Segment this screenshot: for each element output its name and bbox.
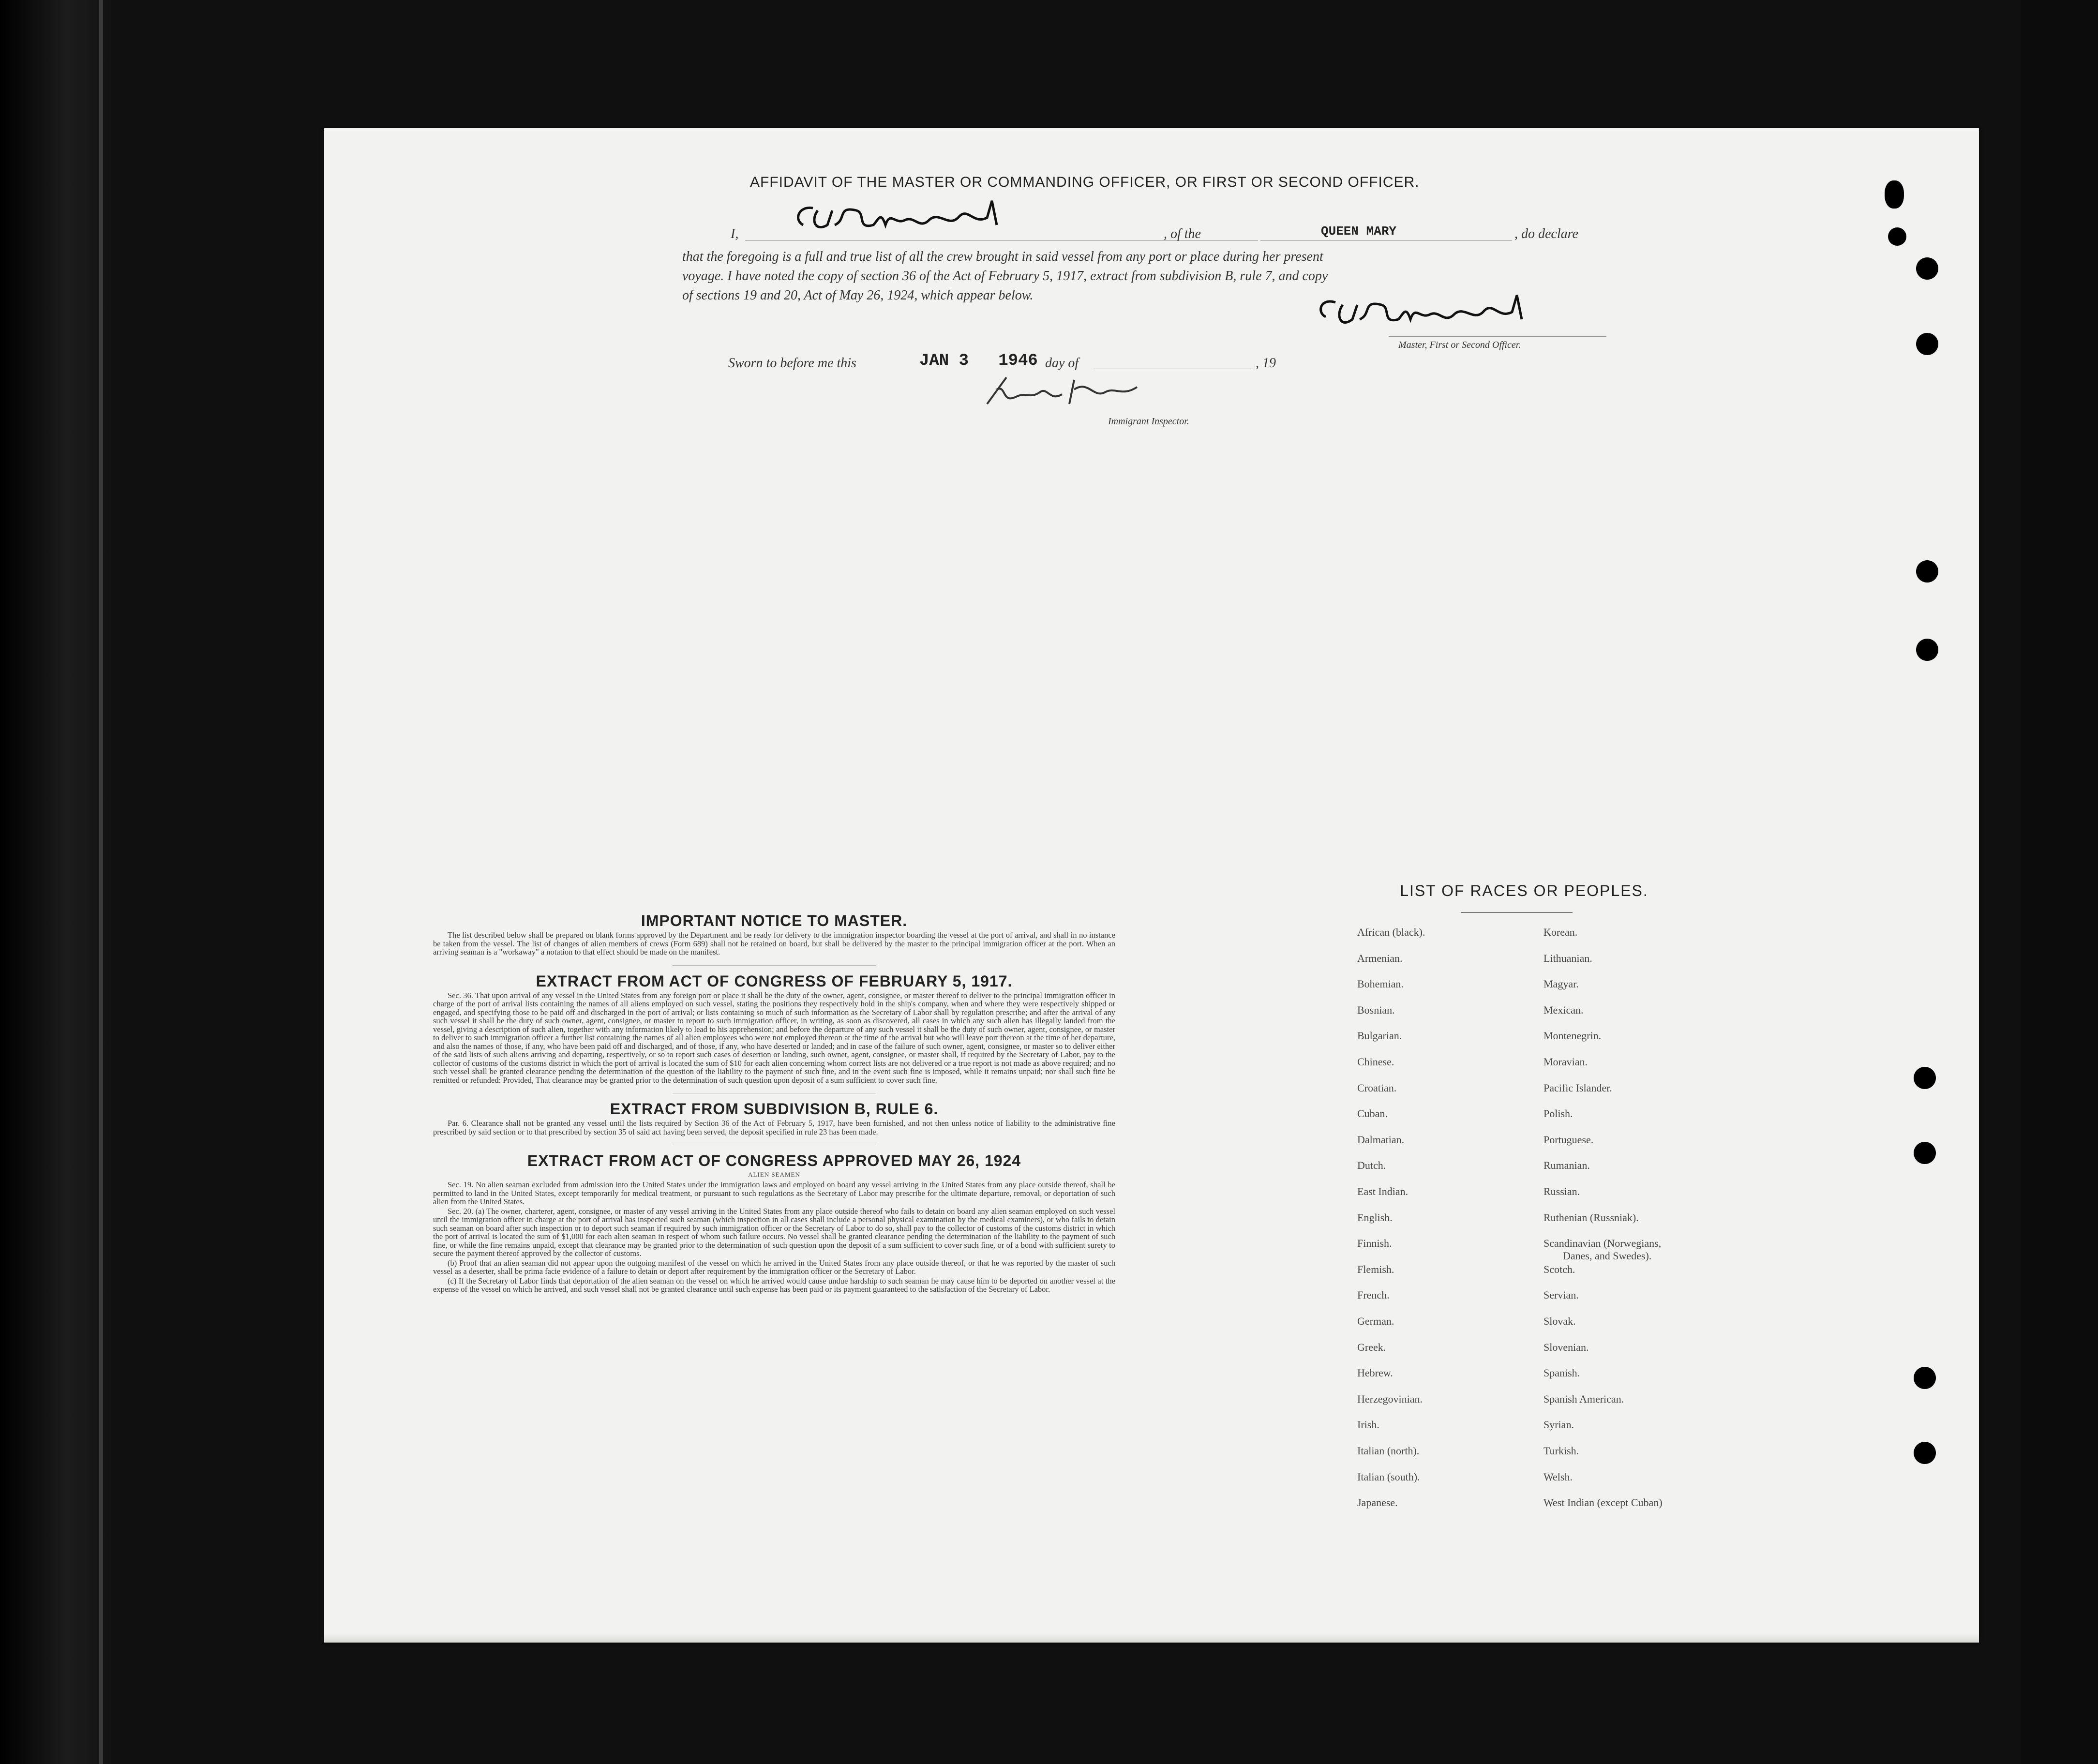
race-item: African (black). [1357, 926, 1425, 938]
extract-1924-sec20b: (b) Proof that an alien seaman did not appear upon the outgoing manifest of the vessel on which he arrived in the United States from any place outside thereof, or that he was reported by the master of such vessel as a deserter, shall be prima facie evidence of a failure to detain or deport after requirement by the immigration officer or the Secretary of Labor. [433, 1258, 1115, 1276]
race-item: French. [1357, 1289, 1390, 1301]
race-item: Dutch. [1357, 1159, 1386, 1171]
page-bottom-edge [324, 1634, 1979, 1643]
affidavit-body-line1: that the foregoing is a full and true list of all the crew brought in said vessel from any port or place during her present [682, 249, 1323, 264]
race-item: Slovak. [1544, 1315, 1576, 1327]
affidavit-i-label: I, [731, 226, 739, 241]
race-item: Hebrew. [1357, 1367, 1393, 1379]
sworn-label: Sworn to before me this [728, 356, 856, 371]
extract-1924-sec20c: (c) If the Secretary of Labor finds that deportation of the alien seaman on the vessel on which he arrived would cause undue hardship to such seaman he may cause him to be deported on another vessel at the expense of the vessel on which he arrived, and such vessel shall not be granted clearance until such expense has been paid or its payment guaranteed to the satisfaction of the Secretary of Labor. [433, 1276, 1115, 1294]
notice-text: The list described below shall be prepared on blank forms approved by the Department and be ready for delivery to the immigration inspector boarding the vessel at the port of arrival, and shall in no instance be taken from the vessel. The list of changes of alien members of crews (Form 689) shall not be retained on board, but shall be delivered by the master to the principal immigration officer at the port. When an arriving seaman is a "workaway" a notation to that effect should be made on the manifest. [433, 930, 1115, 957]
vessel-name-line [1260, 240, 1512, 241]
race-item: Rumanian. [1544, 1159, 1590, 1171]
race-item: Slovenian. [1544, 1341, 1589, 1353]
race-item: Greek. [1357, 1341, 1386, 1353]
extract-1917-title: EXTRACT FROM ACT OF CONGRESS OF FEBRUARY 5, 1917. [536, 972, 1013, 990]
race-item: Servian. [1544, 1289, 1579, 1301]
punch-hole-icon [1916, 639, 1938, 661]
punch-hole-icon [1916, 333, 1938, 355]
signature-icon [1306, 288, 1539, 341]
extract-rule6-text: Par. 6. Clearance shall not be granted any vessel until the lists required by Section 36 of the Act of February 5, 1917, have been furnished, and not then unless notice of liability to the administrative fine prescribed by said section or to that prescribed by section 35 of said act having been served, the deposit specified in rule 23 has been made. [433, 1119, 1115, 1136]
race-item: West Indian (except Cuban) [1544, 1496, 1663, 1509]
extract-rule6-title: EXTRACT FROM SUBDIVISION B, RULE 6. [610, 1100, 939, 1118]
notices-column [433, 912, 1115, 1295]
affidavit-body-line3: of sections 19 and 20, Act of May 26, 1924, which appear below. [682, 288, 1034, 303]
race-item: German. [1357, 1315, 1394, 1327]
race-item: Magyar. [1544, 978, 1579, 990]
signature-icon [789, 191, 1021, 244]
day-of-label: day of [1045, 356, 1079, 371]
race-item: Turkish. [1544, 1445, 1579, 1457]
race-item: Scotch. [1544, 1263, 1575, 1275]
race-item: Irish. [1357, 1419, 1379, 1431]
signature-icon [977, 370, 1161, 414]
race-item: Herzegovinian. [1357, 1393, 1423, 1405]
extract-1924-sec19: Sec. 19. No alien seaman excluded from admission into the United States under the immigration laws and employed on board any vessel arriving in the United States from any place outside thereof, shall be permitted to land in the United States, except temporarily for medical treatment, or pursuant to such regulations as the Secretary of Labor may prescribe for the ultimate departure, removal, or deportation of such alien from the United States. [433, 1180, 1115, 1206]
race-item: Bohemian. [1357, 978, 1404, 990]
extract-1924-sec20a: Sec. 20. (a) The owner, charterer, agent, consignee, or master of any vessel arriving in the United States from any place outside thereof who fails to detain on board any alien seaman employed on such vessel until the immigration officer in charge at the port of arrival has inspected such seaman (which inspection in all cases shall include a personal physical examination by the medical examiners), or who fails to detain such seaman on board after such inspection or to deport such seaman if required by such immigration officer or the Secretary of Labor to do so, shall pay to the collector of customs of the customs district in which the port of arrival is located the sum of $1,000 for each alien seaman in respect of whom such failure occurs. No vessel shall be granted clearance pending the determination of the liability to the payment of such fine, or while the fine remains unpaid, except that clearance may be granted prior to the determination of such question upon the deposit of a sum sufficient to cover such fine, or of a bond with sufficient surety to secure the payment thereof approved by the collector of customs. [433, 1206, 1115, 1258]
race-item: Italian (north). [1357, 1445, 1420, 1457]
inspector-caption: Immigrant Inspector. [1108, 416, 1189, 427]
race-item: English. [1357, 1211, 1393, 1224]
of-the-label: , of the [1164, 226, 1201, 241]
punch-hole-icon [1914, 1142, 1936, 1164]
race-item: Cuban. [1357, 1107, 1388, 1120]
race-item: Spanish American. [1544, 1393, 1624, 1405]
extract-1917-text: Sec. 36. That upon arrival of any vessel in the United States from any foreign port or place it shall be the duty of the owner, agent, consignee, or master thereof to deliver to the principal immigration officer in charge of the port of arrival lists containing the names of all aliens employed on such vessel, stating the positions they respectively hold in the ship's company, when and where they were respectively shipped or engaged, and specifying those to be paid off and discharged in the port of arrival; or lists containing so much of such information as the Secretary of Labor shall by regulation prescribe; and after the arrival of any such vessel it shall be the duty of such owner, agent, consignee, or master to report to such immigration officer, in writing, as soon as discovered, all cases in which any such alien has illegally landed from the vessel, giving a description of such alien, together with any information likely to lead to his apprehension; and before the departure of any such vessel it shall be the duty of such owner, agent, consignee, or master to deliver to such immigration officer a further list containing the names of all alien employees who were not employed thereon at the time of the arrival but who will leave port thereon at the time of her departure, and also the names of those, if any, who have been paid off and discharged, and of those, if any, who have deserted or landed; and in case of the failure of such owner, agent, consignee, or master so to deliver either of the said lists of such aliens arriving and departing, respectively, or so to report such cases of desertion or landing, such owner, agent, consignee, or master shall, if required by the Secretary of Labor, pay to the collector of customs of the customs district in which the port of arrival is located the sum of $10 for each alien concerning whom correct lists are not delivered or a true report is not made as above required; and no such vessel shall be granted clearance pending the determination of the question of the liability to the payment of such fine, and in the event such fine is imposed, while it remains unpaid; nor shall such fine be remitted or refunded: Provided, That clearance may be granted prior to the determination of such question upon deposit of a sum sufficient to cover such fine. [433, 990, 1115, 1085]
race-item: Moravian. [1544, 1056, 1588, 1068]
master-caption: Master, First or Second Officer. [1398, 340, 1521, 350]
race-item: Danes, and Swedes). [1563, 1250, 1652, 1262]
scan-strip [99, 0, 103, 1764]
race-item: Scandinavian (Norwegians, [1544, 1237, 1662, 1249]
race-item: Montenegrin. [1544, 1030, 1602, 1042]
race-item: Portuguese. [1544, 1134, 1594, 1146]
vessel-name: QUEEN MARY [1321, 224, 1397, 239]
race-item: Flemish. [1357, 1263, 1394, 1275]
punch-hole-icon [1916, 257, 1938, 280]
race-item: Italian (south). [1357, 1471, 1420, 1483]
scan-border-right [2021, 0, 2098, 1764]
race-item: Bulgarian. [1357, 1030, 1402, 1042]
year-label: , 19 [1256, 356, 1276, 371]
punch-hole-icon [1916, 560, 1938, 583]
race-item: Polish. [1544, 1107, 1573, 1120]
document-page [324, 128, 1979, 1643]
race-item: Syrian. [1544, 1419, 1574, 1431]
race-item: Armenian. [1357, 952, 1403, 964]
race-item: Croatian. [1357, 1082, 1397, 1094]
race-item: Pacific Islander. [1544, 1082, 1612, 1094]
master-signature-line [1389, 336, 1606, 337]
race-item: Bosnian. [1357, 1004, 1395, 1016]
race-item: Spanish. [1544, 1367, 1580, 1379]
race-item: Chinese. [1357, 1056, 1394, 1068]
race-item: Welsh. [1544, 1471, 1573, 1483]
race-item: Dalmatian. [1357, 1134, 1405, 1146]
races-title: LIST OF RACES OR PEOPLES. [1400, 882, 1648, 899]
scan-border-left [0, 0, 111, 1764]
race-item: Russian. [1544, 1185, 1580, 1197]
punch-hole-icon [1914, 1442, 1936, 1464]
extract-1924-title: EXTRACT FROM ACT OF CONGRESS APPROVED MAY 26, 1924 [527, 1152, 1021, 1169]
do-declare-label: , do declare [1514, 226, 1578, 241]
punch-hole-icon [1888, 227, 1906, 246]
race-item: Mexican. [1544, 1004, 1584, 1016]
race-item: Japanese. [1357, 1496, 1398, 1509]
punch-hole-icon [1914, 1067, 1936, 1089]
punch-hole-icon [1885, 180, 1904, 209]
race-item: Finnish. [1357, 1237, 1392, 1249]
extract-1924-subtitle: ALIEN SEAMEN [748, 1171, 800, 1178]
divider [673, 965, 876, 966]
affidavit-title: AFFIDAVIT OF THE MASTER OR COMMANDING OFFICER, OR FIRST OR SECOND OFFICER. [750, 174, 1420, 190]
affidavit-body-line2: voyage. I have noted the copy of section 36 of the Act of February 5, 1917, extract from subdivision B, rule 7, and copy [682, 269, 1328, 284]
races-title-rule [1461, 912, 1573, 913]
race-item: Ruthenian (Russniak). [1544, 1211, 1639, 1224]
race-item: East Indian. [1357, 1185, 1409, 1197]
punch-hole-icon [1914, 1367, 1936, 1389]
sworn-date-stamp: JAN 3 1946 [919, 352, 1038, 370]
notice-title: IMPORTANT NOTICE TO MASTER. [641, 912, 908, 929]
race-item: Lithuanian. [1544, 952, 1592, 964]
race-item: Korean. [1544, 926, 1578, 938]
